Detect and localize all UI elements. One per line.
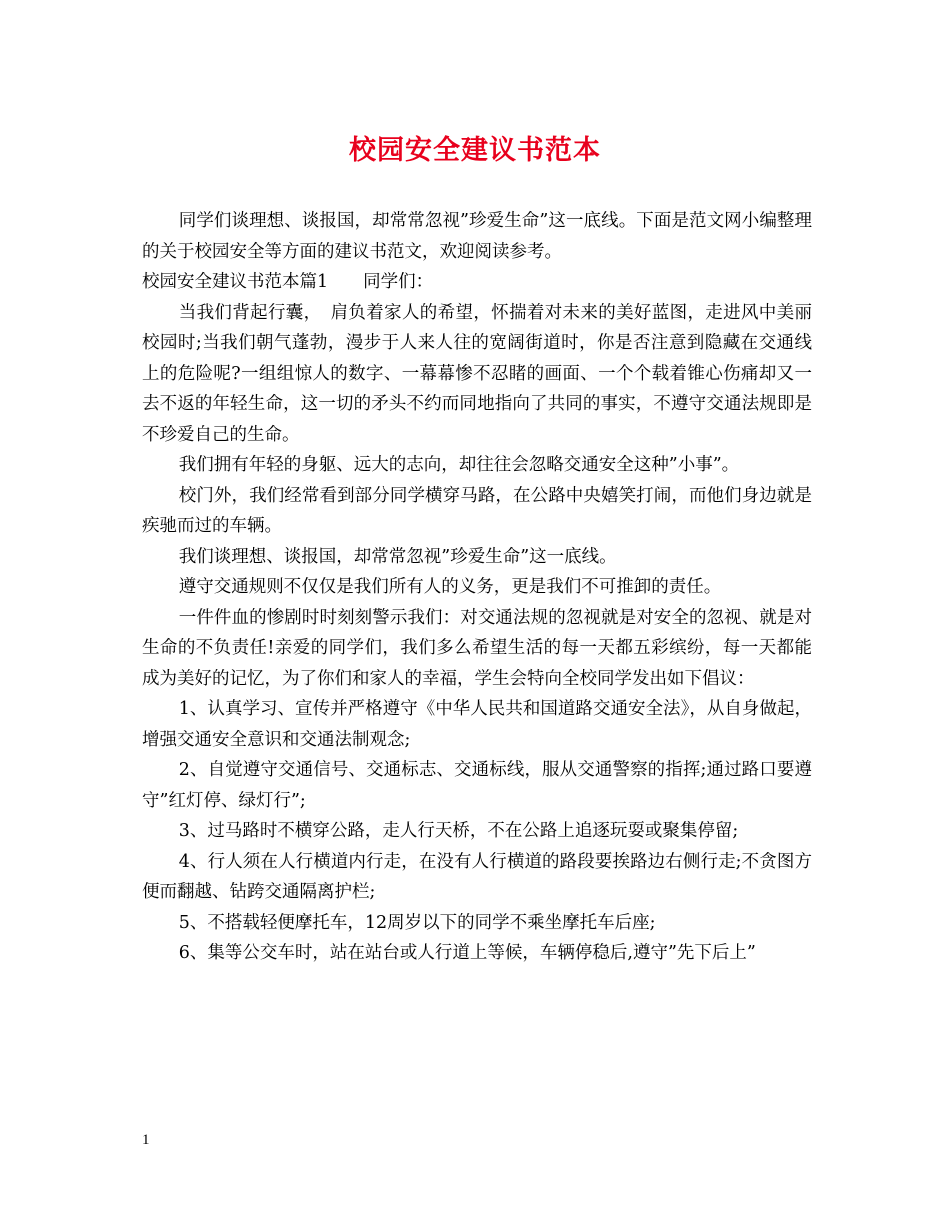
body-paragraph: 一件件血的惨剧时时刻刻警示我们：对交通法规的忽视就是对安全的忽视、就是对生命的不负责任!亲爱的同学们，我们多么希望生活的每一天都五彩缤纷，每一天都能成为美好的记忆，为了你们和家人的幸福，学生会特向全校同学发出如下倡议：: [142, 607, 812, 689]
list-item: 5、不搭载轻便摩托车，12周岁以下的同学不乘坐摩托车后座;: [178, 912, 656, 933]
page-number: 1: [142, 1132, 150, 1148]
list-item: 4、行人须在人行横道内行走，在没有人行横道的路段要挨路边右侧行走;不贪图方便而翻越、钻跨交通隔离护栏;: [142, 851, 812, 902]
document-title: 校园安全建议书范本: [349, 135, 601, 166]
body-paragraph: 我们谈理想、谈报国，却常常忽视”珍爱生命”这一底线。: [178, 546, 617, 567]
document-body: [142, 206, 812, 969]
intro-paragraph: 同学们谈理想、谈报国，却常常忽视”珍爱生命”这一底线。下面是范文网小编整理的关于校园安全等方面的建议书范文，欢迎阅读参考。: [142, 211, 812, 262]
body-paragraph: 校门外，我们经常看到部分同学横穿马路，在公路中央嬉笑打闹，而他们身边就是疾驰而过的车辆。: [142, 485, 812, 536]
body-paragraph: 当我们背起行囊， 肩负着家人的希望，怀揣着对未来的美好蓝图，走进风中美丽校园时;当我们朝气蓬勃，漫步于人来人往的宽阔街道时，你是否注意到隐藏在交通线上的危险呢?一组组惊人的数字、一幕幕惨不忍睹的画面、一个个载着锥心伤痛却又一去不返的年轻生命，这一切的矛头不约而同地指向了共同的事实，不遵守交通法规即是不珍爱自己的生命。: [142, 302, 812, 445]
list-item: 3、过马路时不横穿公路，走人行天桥，不在公路上追逐玩耍或聚集停留;: [178, 821, 739, 841]
list-item: 1、认真学习、宣传并严格遵守《中华人民共和国道路交通安全法》，从自身做起，增强交通安全意识和交通法制观念;: [142, 699, 812, 750]
section-heading: 校园安全建议书范本篇1 同学们：: [142, 272, 434, 292]
list-item: 2、自觉遵守交通信号、交通标志、交通标线，服从交通警察的指挥;通过路口要遵守”红灯停、绿灯行”;: [142, 760, 812, 811]
body-paragraph: 我们拥有年轻的身躯、远大的志向，却往往会忽略交通安全这种”小事”。: [178, 455, 740, 475]
list-item: 6、集等公交车时，站在站台或人行道上等候，车辆停稳后,遵守”先下后上”: [178, 943, 756, 963]
body-paragraph: 遵守交通规则不仅仅是我们所有人的义务，更是我们不可推卸的责任。: [178, 577, 722, 597]
